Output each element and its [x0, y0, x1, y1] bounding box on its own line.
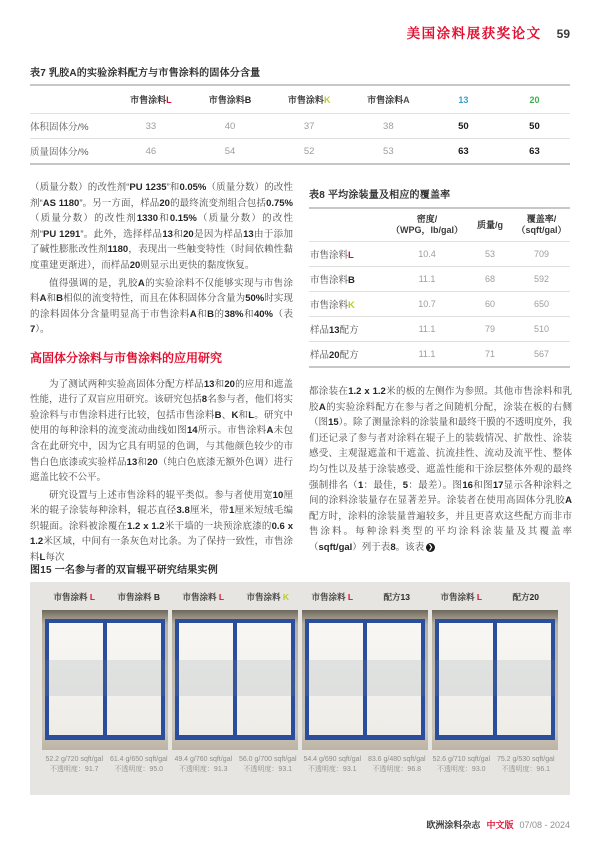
table8: [309, 207, 570, 368]
panel-stat: 56.0 g/700 sqft/gal 不透明度：93.1: [238, 756, 297, 773]
table7-col-K: 市售涂料K: [287, 95, 331, 105]
wall-photo: [172, 610, 298, 750]
wall-photo: [302, 610, 428, 750]
panel-label: 市售涂料 B: [117, 592, 160, 602]
panel-label: 市售涂料 L: [311, 592, 354, 602]
table7-col-L: 市售涂料L: [130, 95, 172, 105]
journal-name: 欧洲涂料杂志: [426, 820, 481, 830]
section-title: 美国涂料展获奖论文: [406, 26, 542, 41]
page-header: [407, 22, 570, 42]
taped-board: [435, 619, 555, 740]
page-footer: [426, 818, 570, 831]
left-column: [30, 180, 293, 568]
panel-stat: 83.6 g/480 sqft/gal 不透明度：96.8: [367, 756, 426, 773]
wall-photo: [432, 610, 558, 750]
wall-photo: [42, 610, 168, 750]
body-paragraph: 都涂装在1.2 x 1.2米的板的左侧作为参照。其他市售涂料和乳胶A的实验涂料配方在参与者之间随机分配，涂装在板的右侧（图15）。除了测量涂料的涂装量和最终干膜的不透明度外，我们还记录了参与者对涂料在辊子上的装载情况、扩散性、涂装感受、主观湿遮盖和干遮盖、抗流挂性、流动及流平性、整体均匀性以及基于涂装感受、遮盖性能和干涂层整体外观的最终强制排名（1：最佳，5：最差）。图16和图17显示各种涂料之间的涂料涂装量存在显著差异。涂装者在使用高固体分乳胶A配方时，涂料的涂装量普遍较多，并且更喜欢这些配方而非市售涂料。每种涂料类型的平均涂料涂装量及其覆盖率（sqft/gal）列于表8。该表 ❯: [309, 386, 573, 553]
panel-stat: 52.6 g/710 sqft/gal 不透明度：93.0: [432, 756, 491, 773]
taped-board: [305, 619, 425, 740]
table7-caption: 表7 乳胶A的实验涂料配方与市售涂料的固体分含量: [30, 68, 261, 79]
table8-row-paint-L: 市售涂料L 10.4 53 709: [309, 242, 570, 267]
table8-col-coverage: 覆盖率/ （sqft/gal）: [516, 214, 567, 235]
figure15-stats: [42, 755, 558, 774]
table8-col-empty: [309, 208, 387, 242]
gray-contrast-strip: [175, 660, 295, 696]
continued-icon: ❯: [427, 543, 434, 551]
panel-label: 配方13: [383, 592, 410, 602]
body-paragraph: 研究设置与上述市售涂料的辊平类似。参与者使用宽10厘米的辊子涂装每种涂料，辊芯直径3.8厘米，带1厘米短绒毛编织辊面。涂料被涂覆在1.2 x 1.2米干墙的一块预涂底漆的0.6 x 1.2米区域，中间有一条灰色对比条。为了保持一致性，市售涂料L每次: [30, 489, 293, 564]
panel-label: 市售涂料 L: [182, 592, 225, 602]
panel-stat: 75.2 g/530 sqft/gal 不透明度：96.1: [496, 756, 555, 773]
right-column: [309, 384, 572, 558]
page-number: 59: [556, 27, 570, 41]
figure15-labels: [42, 591, 558, 603]
table8-col-density: 密度/ （WPG，lb/gal）: [390, 214, 463, 235]
table7-row-volume-solids: 体积固体分/% 33 40 37 38 50 50: [30, 114, 570, 139]
table7-col-13: 13: [458, 94, 469, 105]
body-paragraph: 值得强调的是，乳胶A的实验涂料不仅能够实现与市售涂料A和B相似的流变特性，而且在体积固体分含量为50%时实现的涂料固体分含量明显高于市售涂料A和B的38%和40%（表7）。: [30, 277, 293, 336]
panel-stat: 52.2 g/720 sqft/gal 不透明度：91.7: [45, 756, 104, 773]
table7-header-row: [30, 85, 570, 114]
edition-label: 中文版: [486, 820, 514, 830]
gray-contrast-strip: [435, 660, 555, 696]
table7: [30, 84, 570, 165]
panel-label: 市售涂料 K: [246, 592, 289, 602]
panel-label: 市售涂料 L: [440, 592, 483, 602]
table8-row-paint-K: 市售涂料K 10.7 60 650: [309, 292, 570, 317]
figure15-photos: [42, 610, 558, 750]
table7-col-empty: [30, 85, 111, 114]
figure15-caption: 图15 一名参与者的双盲辊平研究结果实例: [30, 565, 218, 576]
table8-row-sample-13: 样品13配方 11.1 79 510: [309, 317, 570, 342]
issue-label: 07/08 - 2024: [519, 820, 570, 830]
table7-row-mass-solids: 质量固体分/% 46 54 52 53 63 63: [30, 139, 570, 165]
table8-header-row: [309, 208, 570, 242]
taped-board: [175, 619, 295, 740]
gray-contrast-strip: [45, 660, 165, 696]
taped-board: [45, 619, 165, 740]
panel-stat: 49.4 g/760 sqft/gal 不透明度：91.3: [174, 756, 233, 773]
table7-col-B: 市售涂料B: [208, 95, 252, 105]
table7-col-20: 20: [529, 94, 540, 105]
body-paragraph: （质量分数）的改性剂“PU 1235”和0.05%（质量分数）的改性剂“AS 1180”。另一方面，样品20的最终流变剂组合包括0.75%（质量分数）的改性剂1330和0.15%（质量分数）的改性剂“PU 1291”。此外，选择样品13和20是因为样品13由于添加了碱性膨胀改性剂1180，表现出一些触变特性（时间依赖性黏度重建更渐进），而样品20则显示出更快的黏度恢复。: [30, 182, 293, 271]
table8-caption: 表8 平均涂装量及相应的覆盖率: [309, 190, 451, 201]
table8-col-mass: 质量/g: [477, 219, 503, 230]
panel-stat: 61.4 g/650 sqft/gal 不透明度：95.0: [109, 756, 168, 773]
panel-stat: 54.4 g/690 sqft/gal 不透明度：93.1: [303, 756, 362, 773]
figure15: [30, 582, 570, 795]
table8-row-paint-B: 市售涂料B 11.1 68 592: [309, 267, 570, 292]
section-heading: 高固体分涂料与市售涂料的应用研究: [30, 350, 223, 365]
panel-label: 市售涂料 L: [53, 592, 96, 602]
body-paragraph: 为了测试两种实验高固体分配方样品13和20的应用和遮盖性能，进行了双盲应用研究。该研究包括8名参与者，他们将实验涂料与市售涂料进行比较，包括市售涂料B、K和L。研究中使用的每种涂料的流变流动曲线如图14所示。市售涂料A未包含在此研究中，因为它具有明显的色调，与其他颜色较少的市售白色底漆或实验样品13和20（纯白色底漆无额外色调）进行遮盖比较不公平。: [30, 378, 293, 484]
table7-col-A: 市售涂料A: [367, 95, 410, 105]
table8-row-sample-20: 样品20配方 11.1 71 567: [309, 342, 570, 368]
panel-label: 配方20: [512, 592, 539, 602]
gray-contrast-strip: [305, 660, 425, 696]
